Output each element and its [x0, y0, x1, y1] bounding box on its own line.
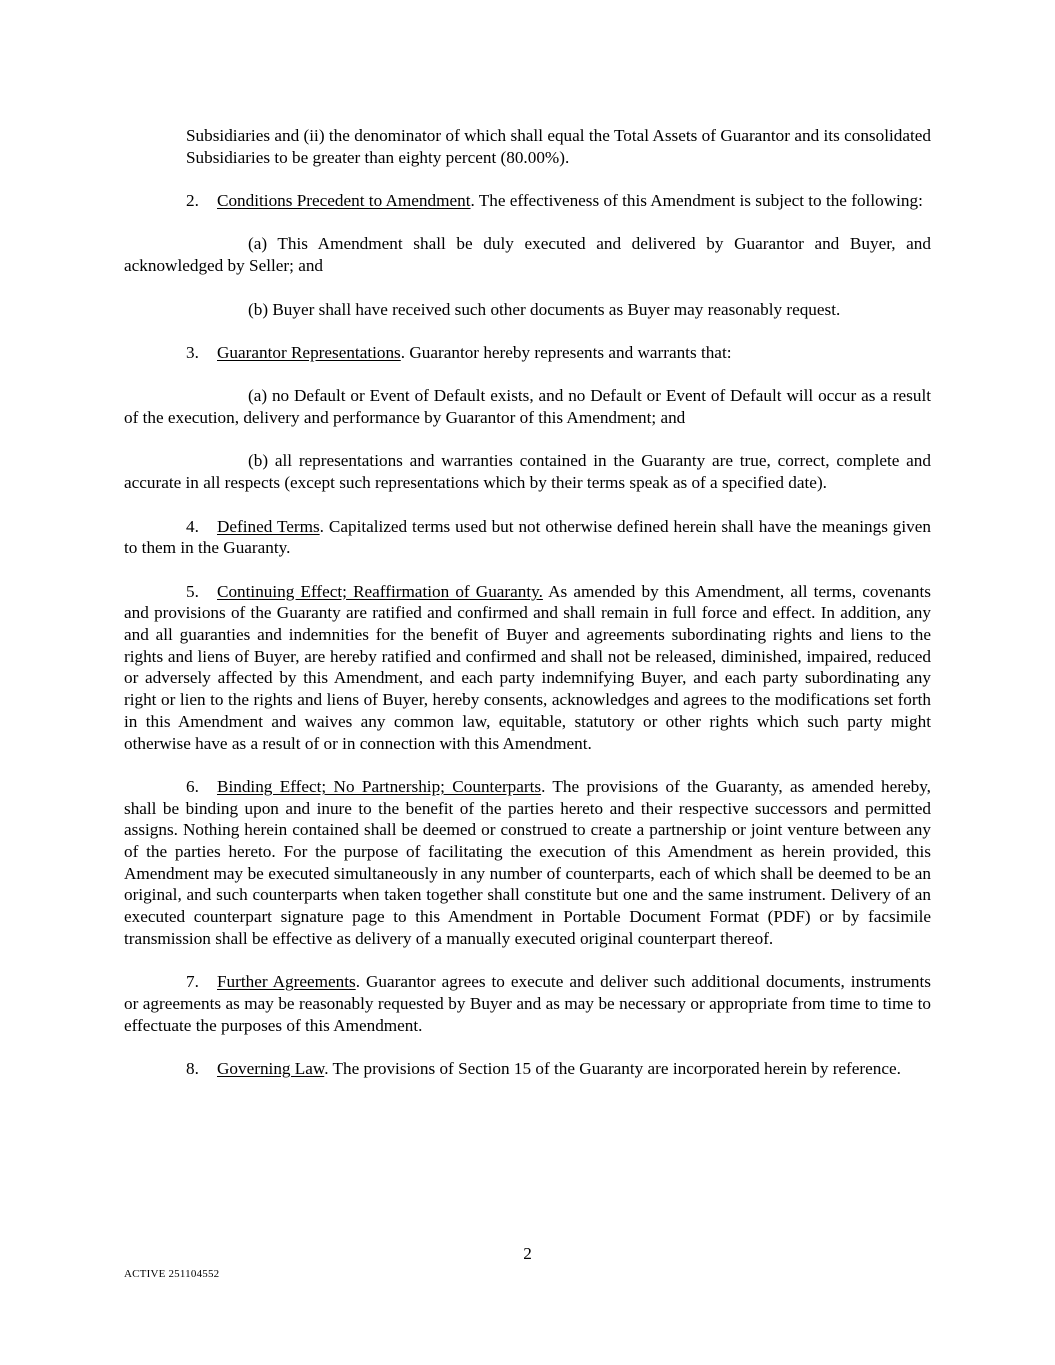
section-text: As amended by this Amendment, all terms, covenants and provisions of the Guaranty are ratified and confirmed and shall remain in full force and effect. In addition, any and all guaranties and indemnities for the benefit of Buyer and agreements subordinating rights and liens to the rights and liens of Buyer, are hereby ratified and confirmed and shall not be released, diminished, impaired, reduced or adversely affected by this Amendment, and each party indemnifying Buyer, and each party subordinating any right or lien to the rights and liens of Buyer, hereby consents, acknowledges and agrees to the modifications set forth in this Amendment and waives any common law, equitable, statutory or other rights which such party might otherwise have as a result of or in connection with this Amendment.: [124, 581, 931, 753]
section-heading: Conditions Precedent to Amendment: [217, 191, 471, 211]
section-heading: Defined Terms: [217, 516, 320, 536]
section-heading: Governing Law: [217, 1059, 325, 1079]
section-4: [124, 516, 931, 559]
section-text: . Capitalized terms used but not otherwise defined herein shall have the meanings given to them in the Guaranty.: [124, 516, 931, 558]
section-number: 5.: [186, 581, 199, 601]
section-number: 8.: [186, 1059, 199, 1079]
page-number: 2: [523, 1244, 532, 1263]
section-text: . Guarantor agrees to execute and deliver such additional documents, instruments or agreements as may be reasonably requested by Buyer and as may be necessary or appropriate from time to time to effectuate the purposes of this Amendment.: [124, 972, 931, 1035]
section-3-item-a: (a) no Default or Event of Default exists, and no Default or Event of Default will occur as a result of the execution, delivery and performance by Guarantor of this Amendment; and: [124, 386, 931, 428]
section-7: [124, 971, 931, 1036]
section-text: . The effectiveness of this Amendment is subject to the following:: [470, 191, 923, 211]
section-number: 2.: [186, 191, 199, 211]
section-number: 7.: [186, 972, 199, 992]
section-number: 4.: [186, 516, 199, 536]
section-5: [124, 581, 931, 755]
document-id: ACTIVE 251104552: [124, 1268, 220, 1280]
section-8: [124, 1058, 931, 1080]
section-heading: Further Agreements: [217, 972, 356, 992]
section-number: 3.: [186, 342, 199, 362]
section-text: . The provisions of Section 15 of the Guaranty are incorporated herein by reference.: [324, 1059, 901, 1079]
section-2: [124, 190, 931, 212]
section-6: [124, 776, 931, 950]
section-3-item-b: (b) all representations and warranties contained in the Guaranty are true, correct, complete and accurate in all respects (except such representations which by their terms speak as of a specified date).: [124, 451, 931, 493]
section-text: . Guarantor hereby represents and warrants that:: [400, 342, 732, 362]
section-heading: Continuing Effect; Reaffirmation of Guaranty.: [217, 581, 543, 601]
section-heading: Binding Effect; No Partnership; Counterparts: [217, 776, 542, 796]
section-number: 6.: [186, 776, 199, 796]
section-2-item-b: (b) Buyer shall have received such other documents as Buyer may reasonably request.: [248, 299, 841, 319]
section-text: . The provisions of the Guaranty, as amended hereby, shall be binding upon and inure to the benefit of the parties hereto and their respective successors and permitted assigns. Nothing herein contained shall be deemed or construed to create a partnership or joint venture between any of the parties hereto. For the purpose of facilitating the execution of this Amendment as herein provided, this Amendment may be executed simultaneously in any number of counterparts, each of which shall be deemed to be an original, and such counterparts when taken together shall constitute but one and the same instrument. Delivery of an executed counterpart signature page to this Amendment in Portable Document Format (PDF) or by facsimile transmission shall be effective as delivery of a manually executed original counterpart thereof.: [124, 776, 931, 948]
document-body: [124, 125, 931, 1101]
section-2-item-a: (a) This Amendment shall be duly executed and delivered by Guarantor and Buyer, and acknowledged by Seller; and: [124, 234, 931, 276]
section-3: [124, 342, 931, 364]
intro-continuation: Subsidiaries and (ii) the denominator of which shall equal the Total Assets of Guarantor and its consolidated Subsidiaries to be greater than eighty percent (80.00%).: [186, 126, 931, 167]
section-heading: Guarantor Representations: [217, 342, 401, 362]
